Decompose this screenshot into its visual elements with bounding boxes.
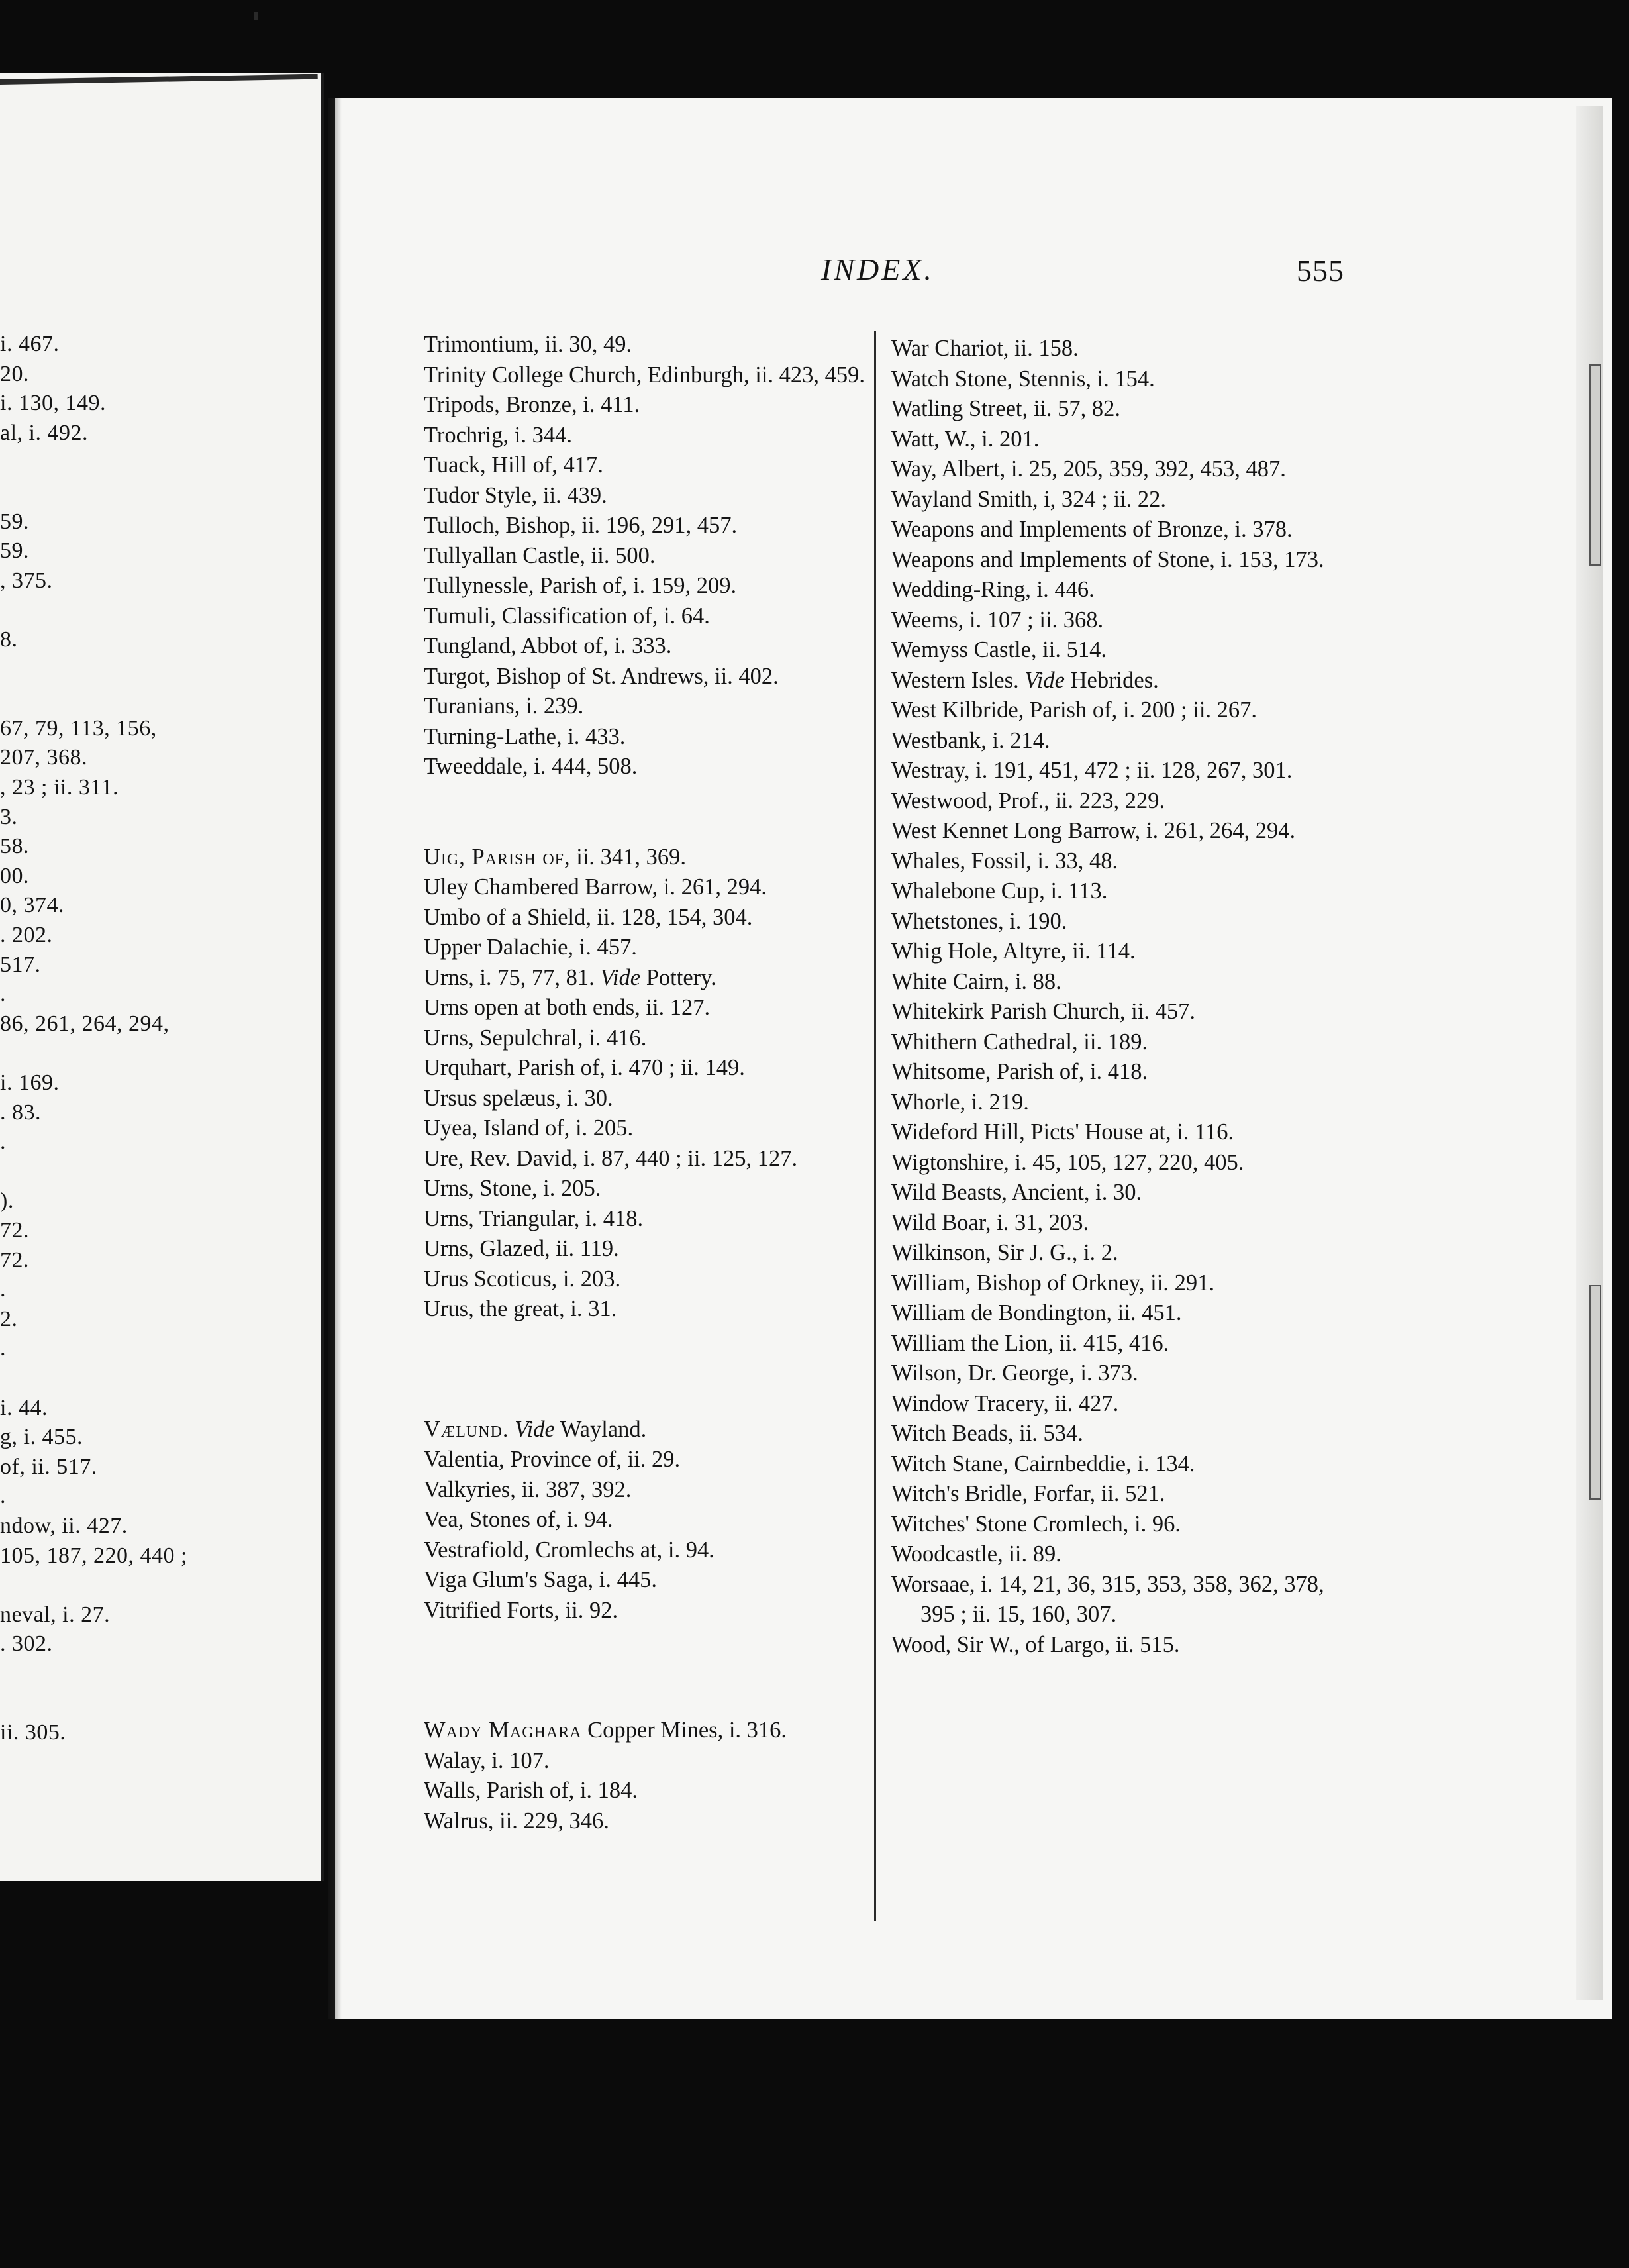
- index-entry: Whitekirk Parish Church, ii. 457.: [891, 999, 1195, 1024]
- left-fragment: of, ii. 517.: [0, 1454, 97, 1479]
- left-fragment: 207, 368.: [0, 745, 87, 770]
- index-entry: Ure, Rev. David, i. 87, 440 ; ii. 125, 127.: [424, 1145, 798, 1171]
- left-fragment: 72.: [0, 1218, 29, 1243]
- left-fragment: 20.: [0, 361, 29, 386]
- left-fragment: 105, 187, 220, 440 ;: [0, 1543, 187, 1568]
- left-fragment: 86, 261, 264, 294,: [0, 1011, 170, 1036]
- index-entry: Urns open at both ends, ii. 127.: [424, 995, 711, 1020]
- left-fragment: . 83.: [0, 1100, 41, 1125]
- index-entry: Valentia, Province of, ii. 29.: [424, 1447, 681, 1472]
- left-fragment: neval, i. 27.: [0, 1602, 111, 1627]
- left-fragment: 72.: [0, 1247, 29, 1272]
- index-entry: Wild Beasts, Ancient, i. 30.: [891, 1180, 1142, 1205]
- index-entry: William, Bishop of Orkney, ii. 291.: [891, 1270, 1214, 1296]
- index-entry: Turning-Lathe, i. 433.: [424, 723, 626, 749]
- index-entry: Whithern Cathedral, ii. 189.: [891, 1029, 1148, 1055]
- index-column-right: [891, 334, 1348, 1660]
- index-entry: Worsaae, i. 14, 21, 36, 315, 353, 358, 362, 378, 395 ; ii. 15, 160, 307.: [891, 1571, 1324, 1627]
- index-entry: Umbo of a Shield, ii. 128, 154, 304.: [424, 904, 753, 930]
- index-column-middle: [424, 330, 887, 1836]
- index-entry: William de Bondington, ii. 451.: [891, 1300, 1182, 1325]
- index-entry: Wideford Hill, Picts' House at, i. 116.: [891, 1119, 1234, 1145]
- index-group-w: [424, 1716, 887, 1836]
- left-fragment: ndow, ii. 427.: [0, 1514, 128, 1538]
- left-fragment: i. 130, 149.: [0, 391, 106, 416]
- index-entry: Urns, Triangular, i. 418.: [424, 1206, 644, 1231]
- index-entry: Urus, the great, i. 31.: [424, 1296, 617, 1321]
- index-entry: Valkyries, ii. 387, 392.: [424, 1476, 632, 1502]
- index-entry: Tumuli, Classification of, i. 64.: [424, 603, 710, 629]
- index-entry: Witch's Bridle, Forfar, ii. 521.: [891, 1481, 1165, 1506]
- index-entry: Western Isles. Vide Hebrides.: [891, 667, 1159, 693]
- index-entry: Watling Street, ii. 57, 82.: [891, 396, 1121, 421]
- left-fragment: 517.: [0, 952, 41, 977]
- index-entry: Walrus, ii. 229, 346.: [424, 1808, 609, 1833]
- index-entry: Wemyss Castle, ii. 514.: [891, 637, 1107, 662]
- index-entry: Trimontium, ii. 30, 49.: [424, 332, 632, 357]
- index-entry: Whorle, i. 219.: [891, 1089, 1029, 1115]
- index-entry: Walls, Parish of, i. 184.: [424, 1778, 638, 1803]
- index-entry: Whitsome, Parish of, i. 418.: [891, 1059, 1148, 1084]
- left-fragment: 2.: [0, 1306, 18, 1331]
- left-fragment: g, i. 455.: [0, 1425, 83, 1450]
- index-entry: Wilkinson, Sir J. G., i. 2.: [891, 1240, 1118, 1265]
- index-entry: William the Lion, ii. 415, 416.: [891, 1330, 1169, 1356]
- index-entry: Uyea, Island of, i. 205.: [424, 1115, 634, 1141]
- index-entry: Uig, Parish of, ii. 341, 369.: [424, 844, 687, 870]
- index-entry: Wigtonshire, i. 45, 105, 127, 220, 405.: [891, 1149, 1244, 1175]
- edge-tab: [1589, 1285, 1601, 1500]
- index-entry: Wayland Smith, i, 324 ; ii. 22.: [891, 486, 1167, 512]
- index-entry: Walay, i. 107.: [424, 1747, 550, 1773]
- index-entry: Witch Stane, Cairnbeddie, i. 134.: [891, 1451, 1195, 1476]
- left-fragment: 59.: [0, 509, 29, 534]
- index-entry: Witch Beads, ii. 534.: [891, 1421, 1083, 1446]
- left-fragment: .: [0, 982, 6, 1007]
- left-fragment: 59.: [0, 539, 29, 564]
- index-entry: Watt, W., i. 201.: [891, 426, 1040, 452]
- index-entry: Turanians, i. 239.: [424, 694, 584, 719]
- page-number: 555: [1297, 254, 1344, 287]
- index-entry: Urus Scoticus, i. 203.: [424, 1266, 621, 1292]
- left-fragment: ).: [0, 1188, 14, 1213]
- index-entry: Urquhart, Parish of, i. 470 ; ii. 149.: [424, 1055, 745, 1080]
- index-entry: Weapons and Implements of Bronze, i. 378.: [891, 517, 1293, 542]
- left-fragment: 0, 374.: [0, 893, 64, 918]
- index-entry: Urns, Sepulchral, i. 416.: [424, 1025, 647, 1051]
- index-entry: Wady Maghara Copper Mines, i. 316.: [424, 1718, 787, 1743]
- left-fragment: . 202.: [0, 923, 53, 947]
- index-entry: White Cairn, i. 88.: [891, 968, 1061, 994]
- index-entry: Trochrig, i. 344.: [424, 422, 572, 448]
- index-entry: Tulloch, Bishop, ii. 196, 291, 457.: [424, 513, 738, 538]
- index-entry: West Kennet Long Barrow, i. 261, 264, 294.: [891, 818, 1296, 843]
- index-entry: Westbank, i. 214.: [891, 727, 1050, 753]
- index-entry: Weapons and Implements of Stone, i. 153, 173.: [891, 546, 1324, 572]
- index-entry: Whalebone Cup, i. 113.: [891, 878, 1108, 903]
- left-fragment: al, i. 492.: [0, 420, 88, 445]
- index-entry: War Chariot, ii. 158.: [891, 336, 1079, 361]
- index-entry: Westray, i. 191, 451, 472 ; ii. 128, 267, 301.: [891, 758, 1293, 783]
- index-entry: Window Tracery, ii. 427.: [891, 1390, 1119, 1416]
- index-entry: Wedding-Ring, i. 446.: [891, 577, 1095, 602]
- index-entry: Whetstones, i. 190.: [891, 908, 1067, 934]
- index-entry: Watch Stone, Stennis, i. 154.: [891, 366, 1155, 391]
- left-fragment: , 375.: [0, 568, 53, 593]
- left-fragment: i. 169.: [0, 1070, 60, 1095]
- previous-page-fragment: [0, 73, 324, 1881]
- index-entry: Whales, Fossil, i. 33, 48.: [891, 848, 1118, 874]
- index-entry: Tullynessle, Parish of, i. 159, 209.: [424, 573, 737, 598]
- left-fragment: i. 44.: [0, 1395, 48, 1420]
- index-entry: Urns, i. 75, 77, 81. Vide Pottery.: [424, 964, 716, 990]
- index-entry: Tullyallan Castle, ii. 500.: [424, 542, 656, 568]
- index-entry: Vitrified Forts, ii. 92.: [424, 1597, 618, 1623]
- index-entry: Wild Boar, i. 31, 203.: [891, 1210, 1089, 1235]
- scan-speck: [254, 12, 258, 20]
- index-entry: Tuack, Hill of, 417.: [424, 452, 603, 478]
- index-entry: Westwood, Prof., ii. 223, 229.: [891, 788, 1165, 813]
- left-fragment: .: [0, 1277, 6, 1302]
- index-entry: Ursus spelæus, i. 30.: [424, 1085, 613, 1111]
- index-group-t: [424, 330, 887, 782]
- left-fragment: .: [0, 1336, 6, 1361]
- left-fragment: 3.: [0, 804, 18, 829]
- index-entry: Tripods, Bronze, i. 411.: [424, 392, 640, 417]
- left-fragment: .: [0, 1129, 6, 1155]
- index-entry: Weems, i. 107 ; ii. 368.: [891, 607, 1104, 633]
- index-entry: Tweeddale, i. 444, 508.: [424, 754, 638, 779]
- index-entry: West Kilbride, Parish of, i. 200 ; ii. 267.: [891, 697, 1258, 723]
- index-entry: Viga Glum's Saga, i. 445.: [424, 1567, 657, 1592]
- index-entry: Woodcastle, ii. 89.: [891, 1541, 1061, 1567]
- index-entry: Vælund. Vide Wayland.: [424, 1416, 647, 1442]
- index-entry: Urns, Stone, i. 205.: [424, 1176, 601, 1201]
- index-entry: Witches' Stone Cromlech, i. 96.: [891, 1511, 1181, 1537]
- left-fragment: i. 467.: [0, 332, 60, 356]
- left-fragment: , 23 ; ii. 311.: [0, 775, 119, 799]
- gutter-shadow: [328, 98, 342, 2019]
- index-entry: Upper Dalachie, i. 457.: [424, 935, 637, 960]
- left-fragment: ii. 305.: [0, 1720, 66, 1745]
- index-entry: Turgot, Bishop of St. Andrews, ii. 402.: [424, 663, 779, 689]
- index-entry: Wood, Sir W., of Largo, ii. 515.: [891, 1631, 1180, 1657]
- edge-tab: [1589, 364, 1601, 566]
- index-entry: Tungland, Abbot of, i. 333.: [424, 633, 672, 658]
- index-group-u: [424, 843, 887, 1325]
- index-entry: Trinity College Church, Edinburgh, ii. 423, 459.: [424, 362, 865, 387]
- index-entry: Tudor Style, ii. 439.: [424, 482, 607, 508]
- left-fragment: 58.: [0, 834, 29, 859]
- index-entry: Way, Albert, i. 25, 205, 359, 392, 453, 487.: [891, 456, 1286, 482]
- index-entry: Vestrafiold, Cromlechs at, i. 94.: [424, 1537, 715, 1563]
- index-entry: Whig Hole, Altyre, ii. 114.: [891, 939, 1136, 964]
- left-fragment: 67, 79, 113, 156,: [0, 715, 157, 741]
- index-entry: Urns, Glazed, ii. 119.: [424, 1236, 619, 1261]
- index-group-v: [424, 1415, 887, 1626]
- index-entry: Uley Chambered Barrow, i. 261, 294.: [424, 874, 767, 900]
- running-head: INDEX.: [821, 252, 934, 286]
- left-fragment: . 302.: [0, 1631, 53, 1657]
- index-entry: Wilson, Dr. George, i. 373.: [891, 1361, 1138, 1386]
- index-entry: Vea, Stones of, i. 94.: [424, 1507, 613, 1532]
- left-fragment: 8.: [0, 627, 18, 652]
- left-fragment: .: [0, 1484, 6, 1509]
- left-fragment: 00.: [0, 863, 29, 888]
